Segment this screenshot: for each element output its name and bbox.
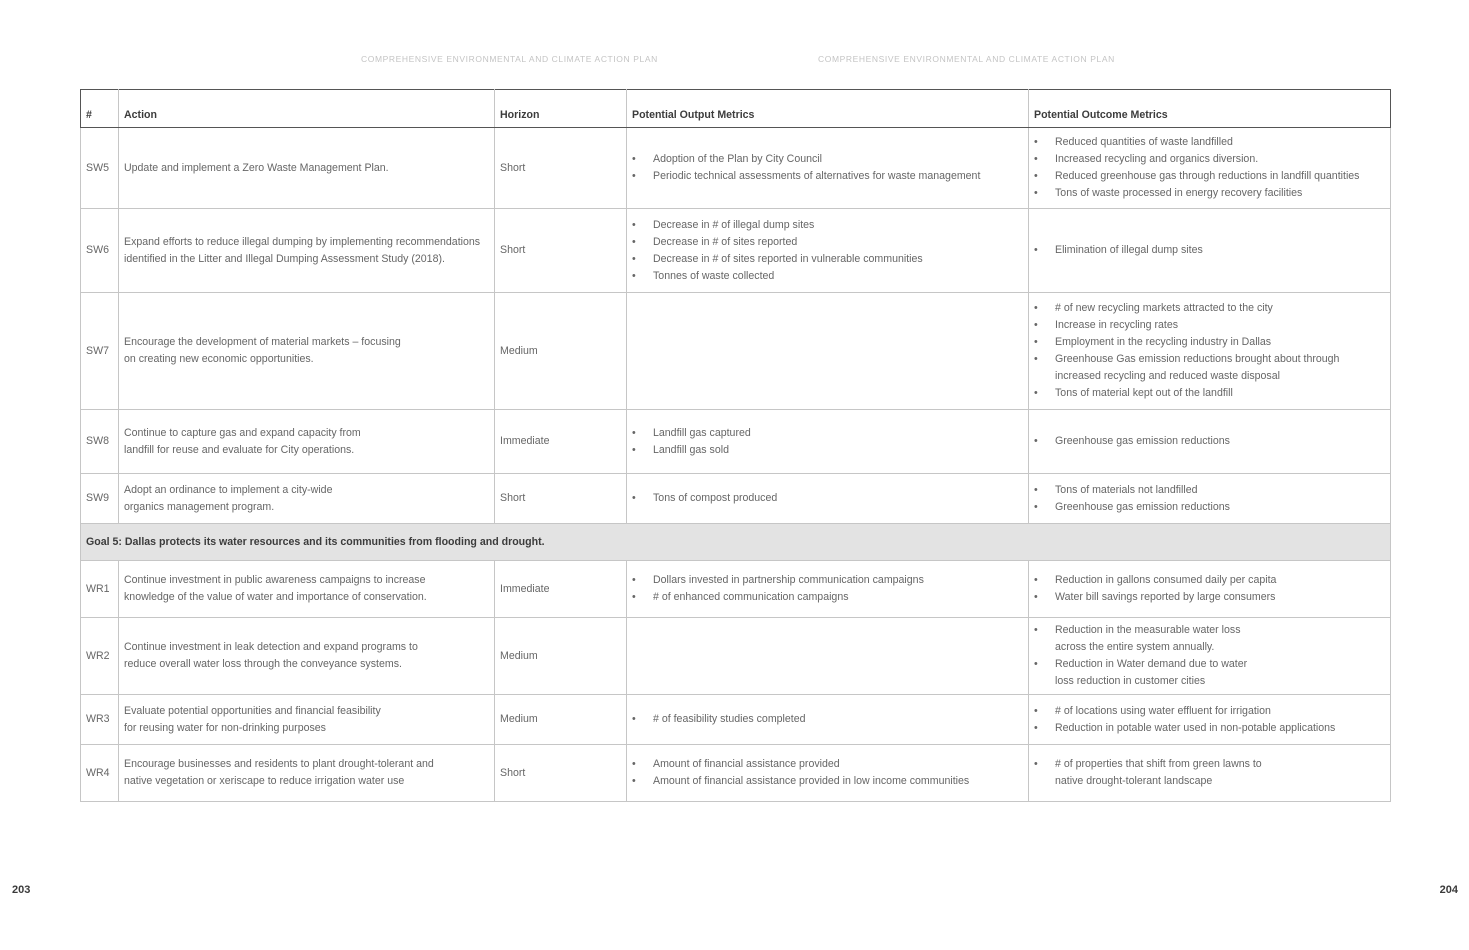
metric-bullet-item: • Elimination of illegal dump sites	[1034, 242, 1385, 259]
row-outcome-metrics-list	[1034, 572, 1385, 606]
row-id-text: WR1	[86, 582, 110, 595]
row-horizon	[495, 695, 627, 745]
header-horizon: Horizon	[495, 90, 627, 128]
header-id: #	[81, 90, 119, 128]
row-output-metrics-list	[632, 490, 1023, 507]
table-row	[81, 618, 1391, 695]
row-action-text: Evaluate potential opportunities and financial feasibility for reusing water for non-drinking purposes	[124, 704, 381, 734]
running-header-left: COMPREHENSIVE ENVIRONMENTAL AND CLIMATE ACTION PLAN	[361, 54, 658, 64]
row-horizon-text: Short	[500, 244, 526, 256]
row-action-text: Encourage businesses and residents to plant drought-tolerant and native vegetation or xeriscape to reduce irrigation water use	[124, 758, 434, 787]
row-action-text: Adopt an ordinance to implement a city-wide organics management program.	[124, 483, 333, 513]
metric-bullet-item: • Water bill savings reported by large consumers	[1034, 589, 1385, 606]
row-horizon-text: Medium	[500, 649, 538, 662]
row-output-metrics-list	[632, 425, 1023, 459]
metric-bullet-item: • Decrease in # of sites reported	[632, 234, 1023, 251]
row-output-metrics	[627, 293, 1029, 410]
metric-bullet-item: • Tons of material kept out of the landfill	[1034, 385, 1385, 402]
row-output-metrics	[627, 209, 1029, 293]
row-action	[119, 209, 495, 293]
metric-bullet-item: • Reduction in gallons consumed daily per capita	[1034, 572, 1385, 589]
header-action: Action	[119, 90, 495, 128]
row-horizon	[495, 618, 627, 695]
row-horizon	[495, 128, 627, 209]
row-outcome-metrics	[1029, 128, 1391, 209]
metric-bullet-item: • Greenhouse Gas emission reductions brought about through increased recycling and reduced waste disposal	[1034, 351, 1385, 385]
running-header-right: COMPREHENSIVE ENVIRONMENTAL AND CLIMATE ACTION PLAN	[818, 54, 1115, 64]
metric-bullet-item: • Greenhouse gas emission reductions	[1034, 433, 1385, 450]
metric-bullet-item: • # of locations using water effluent for irrigation	[1034, 703, 1385, 720]
metric-bullet-item: • Reduced greenhouse gas through reductions in landfill quantities	[1034, 168, 1385, 185]
row-output-metrics-list	[632, 217, 1023, 285]
table-row	[81, 695, 1391, 745]
row-outcome-metrics	[1029, 561, 1391, 618]
metric-bullet-item: • Landfill gas captured	[632, 425, 1023, 442]
goal-row	[81, 524, 1391, 561]
metric-bullet-item: • Landfill gas sold	[632, 442, 1023, 459]
row-output-metrics	[627, 561, 1029, 618]
table-row	[81, 474, 1391, 524]
row-id-text: WR4	[86, 766, 110, 779]
row-outcome-metrics-list	[1034, 482, 1385, 516]
row-output-metrics	[627, 474, 1029, 524]
row-output-metrics-list	[632, 756, 1023, 790]
row-horizon	[495, 209, 627, 293]
row-outcome-metrics-list	[1034, 622, 1385, 690]
metric-bullet-item: • Tonnes of waste collected	[632, 268, 1023, 285]
row-action	[119, 695, 495, 745]
row-output-metrics	[627, 618, 1029, 695]
header-outcome-metrics: Potential Outcome Metrics	[1029, 90, 1391, 128]
row-horizon-text: Medium	[500, 713, 538, 725]
row-outcome-metrics	[1029, 293, 1391, 410]
row-outcome-metrics	[1029, 410, 1391, 474]
row-horizon-text: Medium	[500, 344, 538, 357]
metric-bullet-item: • Decrease in # of sites reported in vulnerable communities	[632, 251, 1023, 268]
table-row	[81, 209, 1391, 293]
row-outcome-metrics	[1029, 474, 1391, 524]
row-horizon	[495, 293, 627, 410]
metric-bullet-item: • Increase in recycling rates	[1034, 317, 1385, 334]
goal-heading: Goal 5: Dallas protects its water resources and its communities from flooding and drought.	[81, 524, 1391, 561]
table-header-row	[81, 90, 1391, 128]
action-metrics-table	[80, 89, 1391, 802]
metric-bullet-item: • Decrease in # of illegal dump sites	[632, 217, 1023, 234]
row-output-metrics-list	[632, 151, 1023, 185]
row-horizon	[495, 561, 627, 618]
row-id-text: SW7	[86, 344, 109, 357]
metric-bullet-item: • Reduction in potable water used in non-potable applications	[1034, 720, 1385, 737]
metric-bullet-item: • Increased recycling and organics diversion.	[1034, 151, 1385, 168]
metric-bullet-item: • Amount of financial assistance provided	[632, 756, 1023, 773]
row-id	[81, 618, 119, 695]
row-action	[119, 474, 495, 524]
metric-bullet-item: • # of properties that shift from green lawns to native drought-tolerant landscape	[1034, 756, 1385, 790]
row-horizon	[495, 474, 627, 524]
table-row	[81, 561, 1391, 618]
row-action-text: Continue to capture gas and expand capacity from landfill for reuse and evaluate for City operations.	[124, 426, 361, 456]
row-action	[119, 128, 495, 209]
row-output-metrics	[627, 128, 1029, 209]
row-outcome-metrics	[1029, 745, 1391, 802]
row-id-text: SW9	[86, 492, 109, 504]
row-outcome-metrics	[1029, 618, 1391, 695]
metric-bullet-item: • Tons of materials not landfilled	[1034, 482, 1385, 499]
metric-bullet-item: • Reduction in Water demand due to water loss reduction in customer cities	[1034, 656, 1385, 690]
row-id	[81, 209, 119, 293]
row-outcome-metrics-list	[1034, 756, 1385, 790]
row-outcome-metrics-list	[1034, 433, 1385, 450]
table-row	[81, 293, 1391, 410]
row-id-text: SW6	[86, 244, 109, 256]
row-output-metrics	[627, 410, 1029, 474]
metric-bullet-item: • Dollars invested in partnership communication campaigns	[632, 572, 1023, 589]
row-action	[119, 410, 495, 474]
row-action-text: Continue investment in public awareness campaigns to increase knowledge of the value of water and importance of conservation.	[124, 574, 427, 603]
row-id-text: WR3	[86, 713, 110, 725]
metric-bullet-item: • # of enhanced communication campaigns	[632, 589, 1023, 606]
row-action-text: Continue investment in leak detection and expand programs to reduce overall water loss through the conveyance systems.	[124, 641, 418, 670]
row-horizon	[495, 410, 627, 474]
row-output-metrics-list	[632, 572, 1023, 606]
row-outcome-metrics-list	[1034, 300, 1385, 402]
row-horizon-text: Short	[500, 161, 526, 174]
row-action	[119, 745, 495, 802]
row-id	[81, 474, 119, 524]
row-outcome-metrics-list	[1034, 134, 1385, 202]
row-outcome-metrics-list	[1034, 703, 1385, 737]
row-output-metrics-list	[632, 711, 1023, 728]
table-row	[81, 128, 1391, 209]
metric-bullet-item: • Tons of waste processed in energy recovery facilities	[1034, 185, 1385, 202]
metric-bullet-item: • Adoption of the Plan by City Council	[632, 151, 1023, 168]
row-outcome-metrics	[1029, 209, 1391, 293]
table-body	[81, 128, 1391, 802]
row-horizon-text: Immediate	[500, 582, 550, 595]
table-row	[81, 745, 1391, 802]
row-horizon-text: Immediate	[500, 435, 550, 447]
row-horizon	[495, 745, 627, 802]
row-action-text: Expand efforts to reduce illegal dumping by implementing recommendations identified in the Litter and Illegal Dumping Assessment Study (2018).	[124, 235, 481, 265]
row-outcome-metrics-list	[1034, 242, 1385, 259]
row-id	[81, 695, 119, 745]
metric-bullet-item: • # of feasibility studies completed	[632, 711, 1023, 728]
row-id-text: SW8	[86, 435, 109, 447]
row-action	[119, 561, 495, 618]
row-action-text: Encourage the development of material markets – focusing on creating new economic opportunities.	[124, 336, 401, 365]
row-horizon-text: Short	[500, 492, 526, 504]
metric-bullet-item: • Reduced quantities of waste landfilled	[1034, 134, 1385, 151]
metric-bullet-item: • Amount of financial assistance provided in low income communities	[632, 773, 1023, 790]
row-id	[81, 410, 119, 474]
row-horizon-text: Short	[500, 766, 526, 779]
row-output-metrics	[627, 695, 1029, 745]
row-outcome-metrics	[1029, 695, 1391, 745]
row-id	[81, 561, 119, 618]
row-action	[119, 293, 495, 410]
table-row	[81, 410, 1391, 474]
page-number-right: 204	[1439, 884, 1458, 896]
metric-bullet-item: • # of new recycling markets attracted to the city	[1034, 300, 1385, 317]
row-id-text: WR2	[86, 649, 110, 662]
metric-bullet-item: • Periodic technical assessments of alternatives for waste management	[632, 168, 1023, 185]
row-id-text: SW5	[86, 161, 109, 174]
page-number-left: 203	[12, 884, 31, 896]
header-output-metrics: Potential Output Metrics	[627, 90, 1029, 128]
row-action-text: Update and implement a Zero Waste Management Plan.	[124, 161, 389, 174]
metric-bullet-item: • Tons of compost produced	[632, 490, 1023, 507]
metric-bullet-item: • Employment in the recycling industry in Dallas	[1034, 334, 1385, 351]
metric-bullet-item: • Greenhouse gas emission reductions	[1034, 499, 1385, 516]
row-id	[81, 128, 119, 209]
row-output-metrics	[627, 745, 1029, 802]
row-id	[81, 745, 119, 802]
row-action	[119, 618, 495, 695]
metric-bullet-item: • Reduction in the measurable water loss across the entire system annually.	[1034, 622, 1385, 656]
row-id	[81, 293, 119, 410]
